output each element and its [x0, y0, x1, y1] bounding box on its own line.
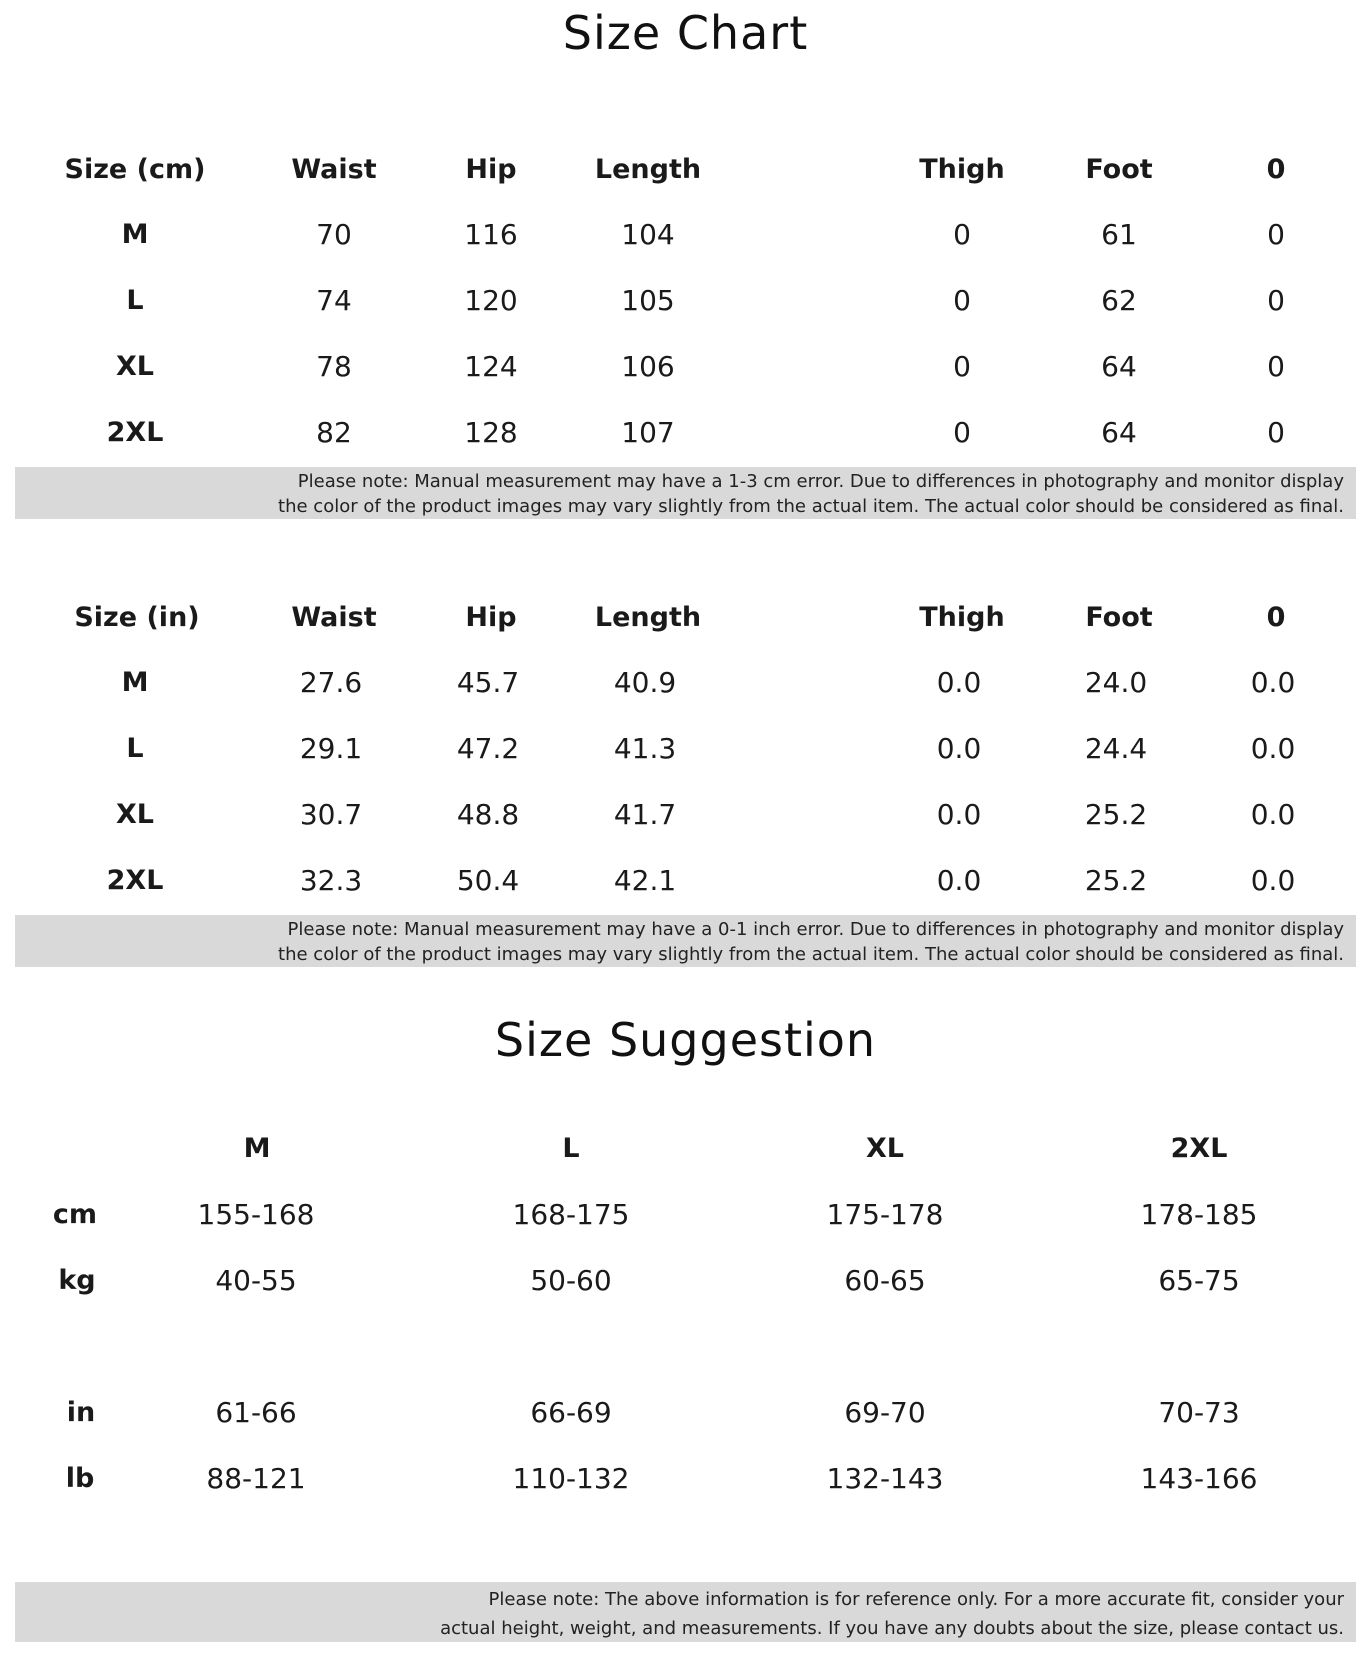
cm-row-size: L	[126, 285, 144, 316]
in-row-size: XL	[115, 799, 155, 830]
cm-cell-hip: 120	[464, 284, 518, 317]
suggest-cell: 110-132	[512, 1462, 630, 1495]
in-cell-zero: 0.0	[1250, 864, 1296, 897]
in-cell-hip: 50.4	[456, 864, 520, 897]
cm-cell-waist: 74	[316, 284, 352, 317]
cm-header-waist: Waist	[291, 154, 377, 185]
size-suggestion-title: Size Suggestion	[494, 1013, 877, 1067]
cm-row-size: 2XL	[106, 417, 164, 448]
cm-cell-foot: 64	[1101, 350, 1137, 383]
suggest-header-size: M	[243, 1133, 271, 1164]
cm-cell-foot: 61	[1101, 218, 1137, 251]
in-cell-waist: 30.7	[299, 798, 363, 831]
in-cell-length: 42.1	[613, 864, 677, 897]
cm-cell-length: 105	[621, 284, 675, 317]
cm-cell-zero: 0	[1267, 350, 1285, 383]
suggestion-note-line-1: Please note: The above information is for reference only. For a more accurate fit, consider your	[488, 1589, 1344, 1610]
in-cell-thigh: 0.0	[936, 732, 982, 765]
suggest-cell: 178-185	[1140, 1198, 1258, 1231]
in-cell-foot: 24.0	[1084, 666, 1148, 699]
cm-cell-thigh: 0	[953, 416, 971, 449]
in-cell-waist: 32.3	[299, 864, 363, 897]
cm-cell-hip: 124	[464, 350, 518, 383]
suggest-row-label-kg: kg	[58, 1265, 96, 1296]
cm-cell-foot: 62	[1101, 284, 1137, 317]
suggest-cell: 132-143	[826, 1462, 944, 1495]
in-cell-waist: 27.6	[299, 666, 363, 699]
in-cell-thigh: 0.0	[936, 798, 982, 831]
in-cell-hip: 47.2	[456, 732, 520, 765]
in-note-banner	[15, 915, 1356, 967]
cm-header-size: Size (cm)	[64, 154, 206, 185]
cm-note-banner	[15, 467, 1356, 519]
in-header-hip: Hip	[465, 602, 517, 633]
in-note-line-1: Please note: Manual measurement may have a 0-1 inch error. Due to differences in photography and monitor display	[287, 919, 1344, 940]
in-cell-hip: 48.8	[456, 798, 520, 831]
cm-header-hip: Hip	[465, 154, 517, 185]
cm-cell-waist: 82	[316, 416, 352, 449]
suggest-cell: 60-65	[844, 1264, 926, 1297]
suggest-cell: 168-175	[512, 1198, 630, 1231]
in-cell-zero: 0.0	[1250, 798, 1296, 831]
cm-cell-zero: 0	[1267, 416, 1285, 449]
cm-cell-waist: 78	[316, 350, 352, 383]
in-cell-length: 41.3	[613, 732, 677, 765]
in-cell-hip: 45.7	[456, 666, 520, 699]
cm-cell-hip: 116	[464, 218, 518, 251]
in-header-length: Length	[594, 602, 702, 633]
cm-cell-length: 104	[621, 218, 675, 251]
cm-header-zero: 0	[1266, 154, 1286, 185]
suggest-cell: 50-60	[530, 1264, 612, 1297]
suggest-cell: 70-73	[1158, 1396, 1240, 1429]
in-cell-thigh: 0.0	[936, 864, 982, 897]
in-header-foot: Foot	[1085, 602, 1153, 633]
suggest-cell: 175-178	[826, 1198, 944, 1231]
cm-row-size: M	[121, 219, 149, 250]
in-header-thigh: Thigh	[919, 602, 1005, 633]
in-row-size: L	[126, 733, 144, 764]
cm-cell-thigh: 0	[953, 350, 971, 383]
in-header-waist: Waist	[291, 602, 377, 633]
suggest-header-size: XL	[865, 1133, 905, 1164]
in-row-size: 2XL	[106, 865, 164, 896]
in-cell-foot: 25.2	[1084, 798, 1148, 831]
in-header-zero: 0	[1266, 602, 1286, 633]
in-row-size: M	[121, 667, 149, 698]
cm-cell-length: 106	[621, 350, 675, 383]
suggest-cell: 40-55	[215, 1264, 297, 1297]
suggest-cell: 69-70	[844, 1396, 926, 1429]
suggest-header-size: L	[562, 1133, 580, 1164]
suggest-cell: 61-66	[215, 1396, 297, 1429]
in-cell-thigh: 0.0	[936, 666, 982, 699]
suggest-header-size: 2XL	[1170, 1133, 1228, 1164]
cm-cell-zero: 0	[1267, 218, 1285, 251]
suggest-row-label-cm: cm	[52, 1199, 98, 1230]
cm-header-foot: Foot	[1085, 154, 1153, 185]
size-chart-title: Size Chart	[562, 6, 809, 60]
cm-cell-length: 107	[621, 416, 675, 449]
cm-row-size: XL	[115, 351, 155, 382]
suggest-cell: 88-121	[206, 1462, 306, 1495]
cm-note-line-1: Please note: Manual measurement may have a 1-3 cm error. Due to differences in photography and monitor display	[297, 471, 1344, 492]
in-cell-zero: 0.0	[1250, 666, 1296, 699]
cm-header-thigh: Thigh	[919, 154, 1005, 185]
cm-cell-waist: 70	[316, 218, 352, 251]
cm-cell-hip: 128	[464, 416, 518, 449]
suggestion-note-line-2: actual height, weight, and measurements. If you have any doubts about the size, please contact us.	[440, 1618, 1344, 1639]
cm-cell-foot: 64	[1101, 416, 1137, 449]
in-cell-foot: 24.4	[1084, 732, 1148, 765]
suggest-row-label-in: in	[66, 1397, 96, 1428]
in-header-size: Size (in)	[74, 602, 200, 633]
in-cell-foot: 25.2	[1084, 864, 1148, 897]
in-note-line-2: the color of the product images may vary slightly from the actual item. The actual color should be considered as final.	[278, 944, 1344, 965]
suggest-row-label-lb: lb	[65, 1463, 95, 1494]
suggest-cell: 155-168	[197, 1198, 315, 1231]
in-cell-zero: 0.0	[1250, 732, 1296, 765]
cm-cell-zero: 0	[1267, 284, 1285, 317]
cm-cell-thigh: 0	[953, 218, 971, 251]
in-cell-length: 40.9	[613, 666, 677, 699]
in-cell-length: 41.7	[613, 798, 677, 831]
suggest-cell: 143-166	[1140, 1462, 1258, 1495]
suggest-cell: 66-69	[530, 1396, 612, 1429]
cm-cell-thigh: 0	[953, 284, 971, 317]
cm-header-length: Length	[594, 154, 702, 185]
in-cell-waist: 29.1	[299, 732, 363, 765]
suggest-cell: 65-75	[1158, 1264, 1240, 1297]
suggestion-note-banner	[15, 1582, 1356, 1642]
cm-note-line-2: the color of the product images may vary slightly from the actual item. The actual color should be considered as final.	[278, 496, 1344, 517]
